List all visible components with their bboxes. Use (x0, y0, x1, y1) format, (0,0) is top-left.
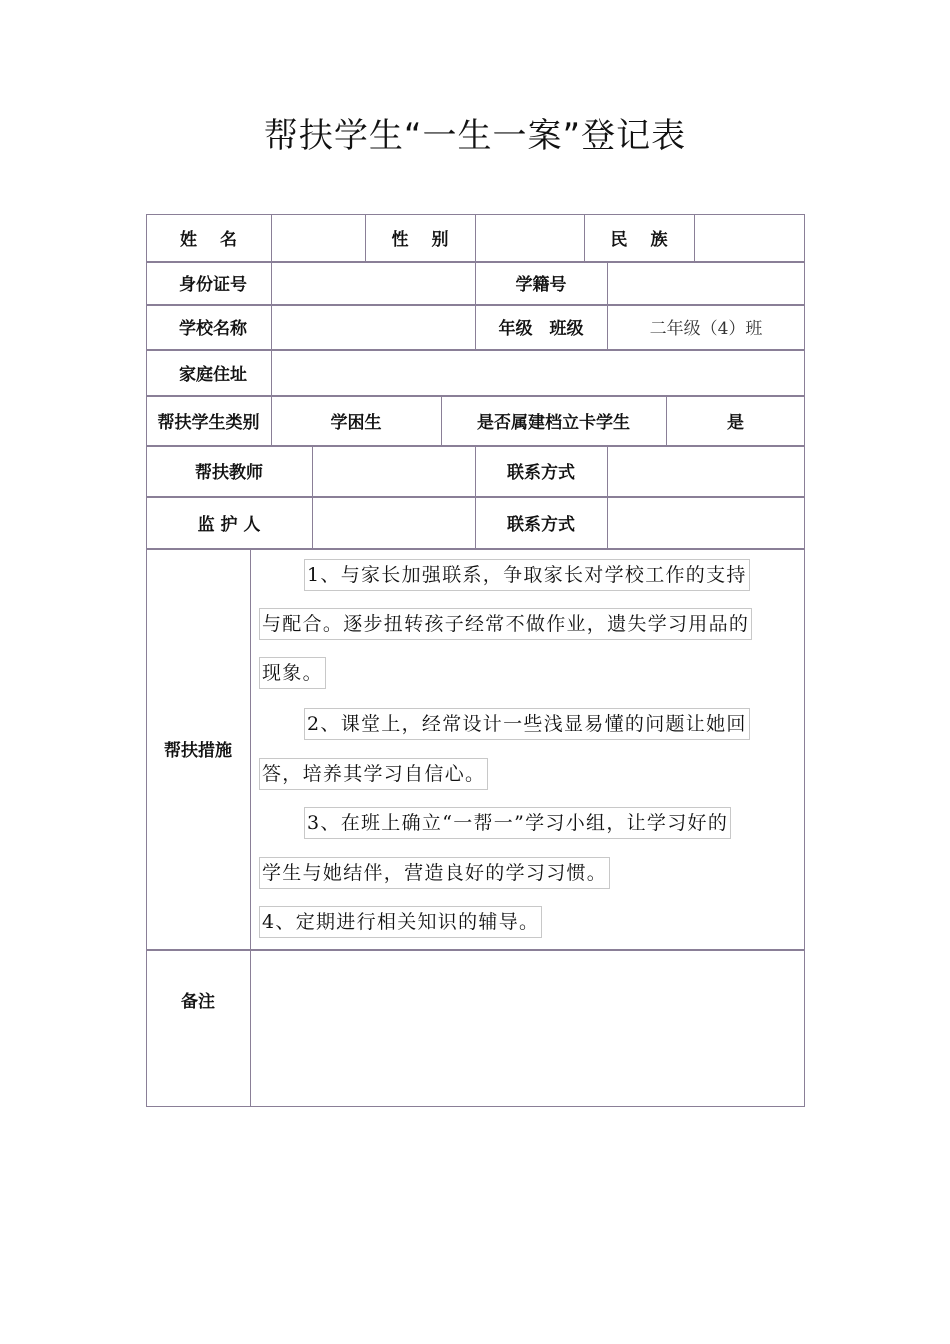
measure-line: 现象。 (259, 657, 326, 689)
home-address-value[interactable] (271, 349, 805, 395)
ethnicity-label: 民 族 (610, 230, 668, 250)
measure-line: 3、在班上确立“一帮一”学习小组，让学习好的 (304, 807, 731, 839)
home-address-label: 家庭住址 (179, 364, 247, 385)
registered-card-value[interactable]: 是 (727, 412, 744, 433)
guardian-contact-label: 联系方式 (507, 514, 575, 535)
name-value[interactable] (271, 214, 365, 261)
notes-label: 备注 (181, 991, 215, 1012)
measure-line: 4、定期进行相关知识的辅导。 (259, 906, 542, 938)
grade-class-label: 年级 班级 (498, 319, 584, 339)
guardian-value[interactable] (312, 496, 475, 548)
measure-line: 学生与她结伴，营造良好的学习习惯。 (259, 857, 610, 889)
id-number-value[interactable] (271, 261, 475, 304)
student-number-label: 学籍号 (515, 275, 567, 295)
assist-teacher-value[interactable] (312, 445, 475, 496)
guardian-label: 监 护 人 (197, 514, 261, 535)
guardian-contact-value[interactable] (607, 496, 805, 548)
school-name-label: 学校名称 (179, 319, 247, 339)
assist-measures-label: 帮扶措施 (164, 741, 232, 761)
school-name-value[interactable] (271, 304, 475, 349)
notes-value[interactable] (250, 949, 805, 1107)
ethnicity-value[interactable] (694, 214, 805, 261)
assist-teacher-label: 帮扶教师 (195, 463, 263, 483)
name-label: 姓 名 (180, 230, 237, 250)
student-category-label: 帮扶学生类别 (157, 412, 260, 433)
registered-card-label: 是否属建档立卡学生 (477, 412, 630, 433)
measure-line: 2、课堂上，经常设计一些浅显易懂的问题让她回 (304, 708, 750, 740)
measure-line: 与配合。逐步扭转孩子经常不做作业，遗失学习用品的 (259, 608, 752, 640)
teacher-contact-value[interactable] (607, 445, 805, 496)
grade-class-value[interactable]: 二年级（4）班 (649, 319, 763, 339)
teacher-contact-label: 联系方式 (507, 463, 575, 483)
measure-line: 1、与家长加强联系，争取家长对学校工作的支持 (304, 559, 750, 591)
id-number-label: 身份证号 (179, 275, 247, 295)
gender-label: 性 别 (391, 230, 449, 250)
student-category-value[interactable]: 学困生 (330, 412, 382, 433)
registration-form-table (146, 214, 805, 1107)
page-title: 帮扶学生“一生一案”登记表 (263, 116, 687, 156)
student-number-value[interactable] (607, 261, 805, 304)
gender-value[interactable] (475, 214, 584, 261)
measure-line: 答，培养其学习自信心。 (259, 758, 488, 790)
